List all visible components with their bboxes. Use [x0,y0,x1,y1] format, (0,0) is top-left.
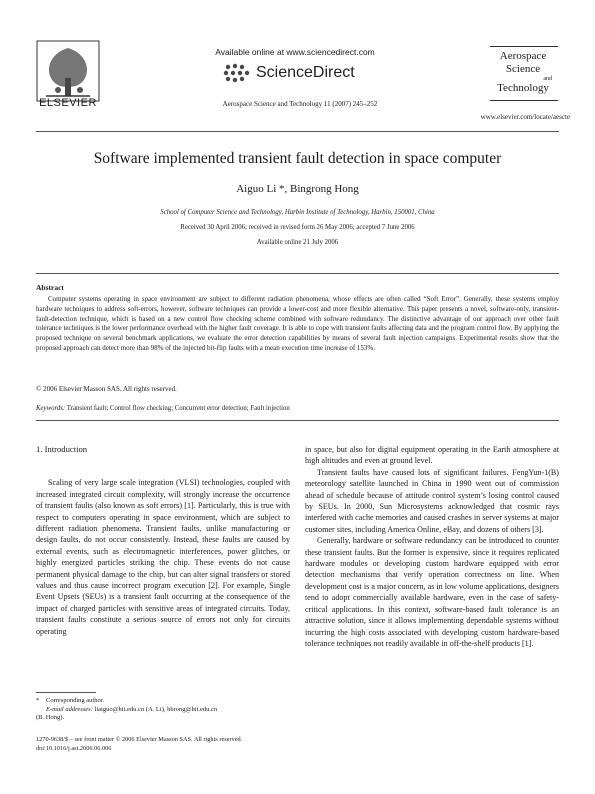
section-heading-introduction: 1. Introduction [36,444,88,454]
header-divider [36,131,559,132]
left-column [36,444,290,637]
sciencedirect-wordmark: ScienceDirect [256,64,355,81]
article-authors: Aiguo Li *, Bingrong Hong [236,183,359,195]
brand-line-1: Aerospace [499,50,547,62]
intro-paragraph-1: Scaling of very large scale integration (VLSI) technologies, coupled with increased integrated circuit complexity, will strongly increase the occurrence of transient faults (also known as soft errors) [1]. Particularly, this is true with respect to computers operating in space environment, which are subject to different radiation phenomena. Transient faults, unlike manufacturing or design faults, do not occur consistently. Instead, these faults are caused by external events, such as electromagnetic interferences, power glitches, or highly energized particles striking the chip. These events do not cause permanent physical damage to the chip, but can alter signal transfers or stored values and thus cause incorrect program execution [2]. For example, Single Event Upsets (SEUs) is a transient fault occurring at the consequence of the impact of charged particles with sensitive areas of integrated circuits. Today, transient faults constitute a serious source of errors not only for circuits operating [36,478,290,636]
brand-bottom-rule [490,100,558,101]
abstract-top-divider [36,273,559,274]
brand-top-rule [490,46,558,47]
intro-paragraph-continued: in space, but also for digital equipment operating in the Earth atmosphere at high altitudes and even at ground level. [305,445,559,466]
email-addresses [36,706,290,715]
intro-paragraph-2: Transient faults have caused lots of significant failures. FengYun-1(B) meteorology satellite launched in China in 1990 went out of commission ahead of schedule because of attitude control system’s losing control caused by SEUs. In 2000, Sun Microsystems acknowledged that cosmic rays interfered with cache memories and caused crashes in server systems at major customer sites, including America Online, eBay, and dozens of others [3]. [305,467,559,534]
email-continuation: (B. Hong). [36,714,64,722]
publisher-name: ELSEVIER [39,97,97,109]
corresponding-author-text: Corresponding author. [46,697,105,704]
journal-url[interactable]: www.elsevier.com/locate/aescte [480,113,570,121]
corresponding-author-note [36,697,290,706]
sciencedirect-dots-icon [222,62,252,84]
brand-line-3: and [543,76,552,82]
abstract-body: Computer systems operating in space environment are subject to different radiation phenomena, whose effects are often called “Soft Error”. Generally, these systems employ hardware techniques to address soft-errors, however, software techniques can provide a lower-cost and more flexible alternative. This paper presents a novel, software-only, transient-fault-detection technique, which is based on a new control flow checking scheme combined with software redundancy. The distinctive advantage of our approach over other fault tolerance techniques is the lower performance overhead with the higher fault coverage. It is able to cope with transient faults affecting data and the program control flow. By applying the proposed technique on several benchmark applications, we evaluate the error detection capabilities by means of several fault injection campaigns. Experimental results show that the proposed approach can detect more than 98% of the injected bit-flip faults with a mean execution time increase of 153%. [36,295,559,352]
keywords-list: Transient fault; Control flow checking; Concurrent error detection; Fault injection [66,405,290,412]
issn-line: 1270-9638/$ – see front matter © 2006 Elsevier Masson SAS. All rights reserved. [36,736,243,743]
keywords [36,405,559,412]
keywords-label: Keywords: [36,405,66,412]
author-affiliation: School of Computer Science and Technology, Harbin Institute of Technology, Harbin, 150001, China [160,209,435,216]
footnote-block [36,697,290,723]
email-list[interactable]: liaiguo@hit.edu.cn (A. Li), hbrong@hit.edu.cn [94,705,218,713]
abstract-copyright: © 2006 Elsevier Masson SAS. All rights reserved. [36,385,177,393]
footnote-rule [36,692,96,693]
elsevier-tree-logo-icon [36,40,100,102]
abstract-bottom-divider [36,420,559,421]
right-column [305,444,559,649]
abstract-heading: Abstract [36,283,64,292]
article-title: Software implemented transient fault detection in space computer [93,150,502,167]
available-online-date: Available online 21 July 2006 [256,239,339,246]
available-online-text[interactable]: Available online at www.sciencedirect.com [215,47,375,57]
brand-line-4: Technology [497,82,549,94]
email-label: E-mail addresses: [46,705,93,713]
brand-line-2: Science [505,63,541,75]
received-dates: Received 30 April 2006; received in revised form 26 May 2006; accepted 7 June 2006 [180,224,415,231]
doi-line[interactable]: doi:10.1016/j.ast.2006.06.006 [36,744,112,752]
intro-paragraph-3: Generally, hardware or software redundancy can be introduced to counter these transient faults. But the former is expensive, since it requires replicated hardware modules or developing custom hardware equipped with error detection mechanisms that verify operation correctness on line. When development cost is a major concern, as in low volume applications, designers tend to adopt commercially available hardware, even in the case of safety-critical applications. In this context, software-based fault tolerance is an attractive solution, since it allows implementing dependable systems without incurring the high costs associated with developing custom hardware-based tolerance techniques not readily available in off-the-shelf products [1]. [305,536,559,648]
footnote-marker: * [36,697,40,704]
front-matter [36,736,336,753]
journal-brand [478,50,568,95]
journal-reference: Aerospace Science and Technology 11 (2007) 245–252 [222,100,378,108]
